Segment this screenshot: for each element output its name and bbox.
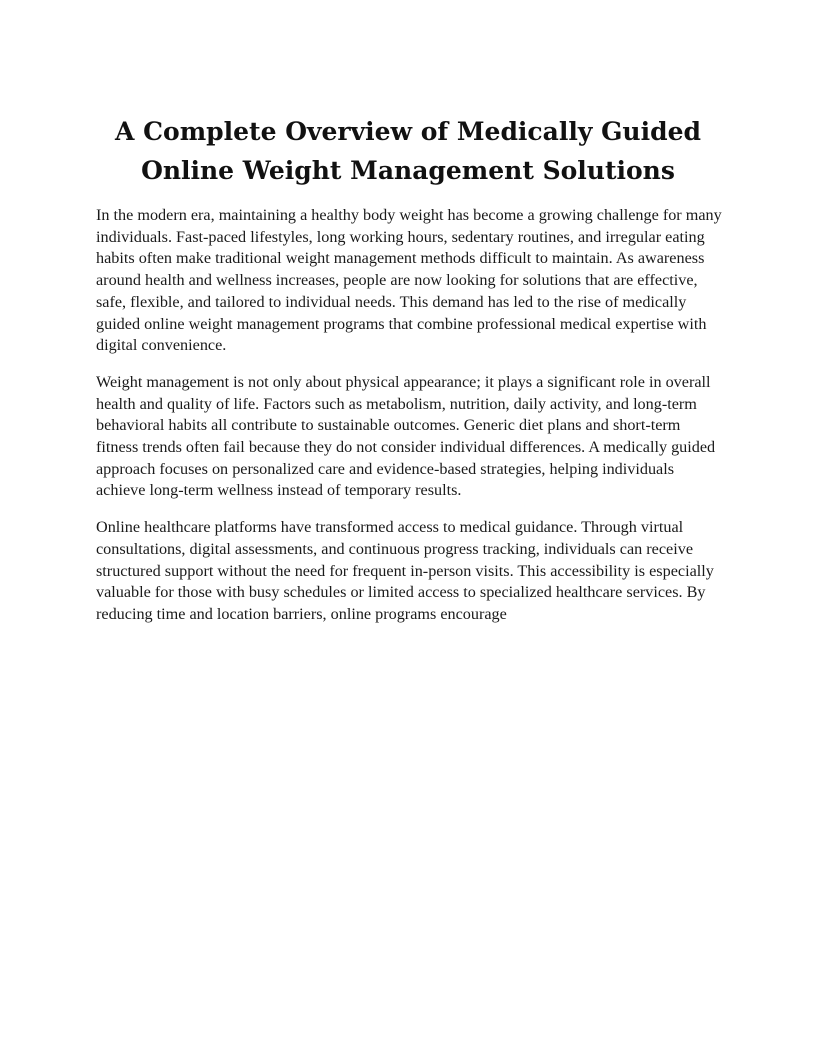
document-body: [96, 205, 722, 641]
paragraph-intro: In the modern era, maintaining a healthy body weight has become a growing challenge for many individuals. Fast-paced lifestyles, long working hours, sedentary routines, and irregular eating habits often make traditional weight management methods difficult to maintain. As awareness around health and wellness increases, people are now looking for solutions that are effective, safe, flexible, and tailored to individual needs. This demand has led to the rise of medically guided online weight management programs that combine professional medical expertise with digital convenience.: [96, 206, 722, 355]
paragraph-online-platforms: Online healthcare platforms have transformed access to medical guidance. Through virtual consultations, digital assessments, and continuous progress tracking, individuals can receive structured support without the need for frequent in-person visits. This accessibility is especially valuable for those with busy schedules or limited access to specialized healthcare services. By reducing time and location barriers, online programs encourage: [96, 518, 714, 623]
page-title: A Complete Overview of Medically Guided Online Weight Management Solutions: [115, 117, 701, 185]
paragraph-weight-management: Weight management is not only about physical appearance; it plays a significant role in overall health and quality of life. Factors such as metabolism, nutrition, daily activity, and long-term behavioral habits all contribute to sustainable outcomes. Generic diet plans and short-term fitness trends often fail because they do not consider individual differences. A medically guided approach focuses on personalized care and evidence-based strategies, helping individuals achieve long-term wellness instead of temporary results.: [96, 372, 716, 500]
